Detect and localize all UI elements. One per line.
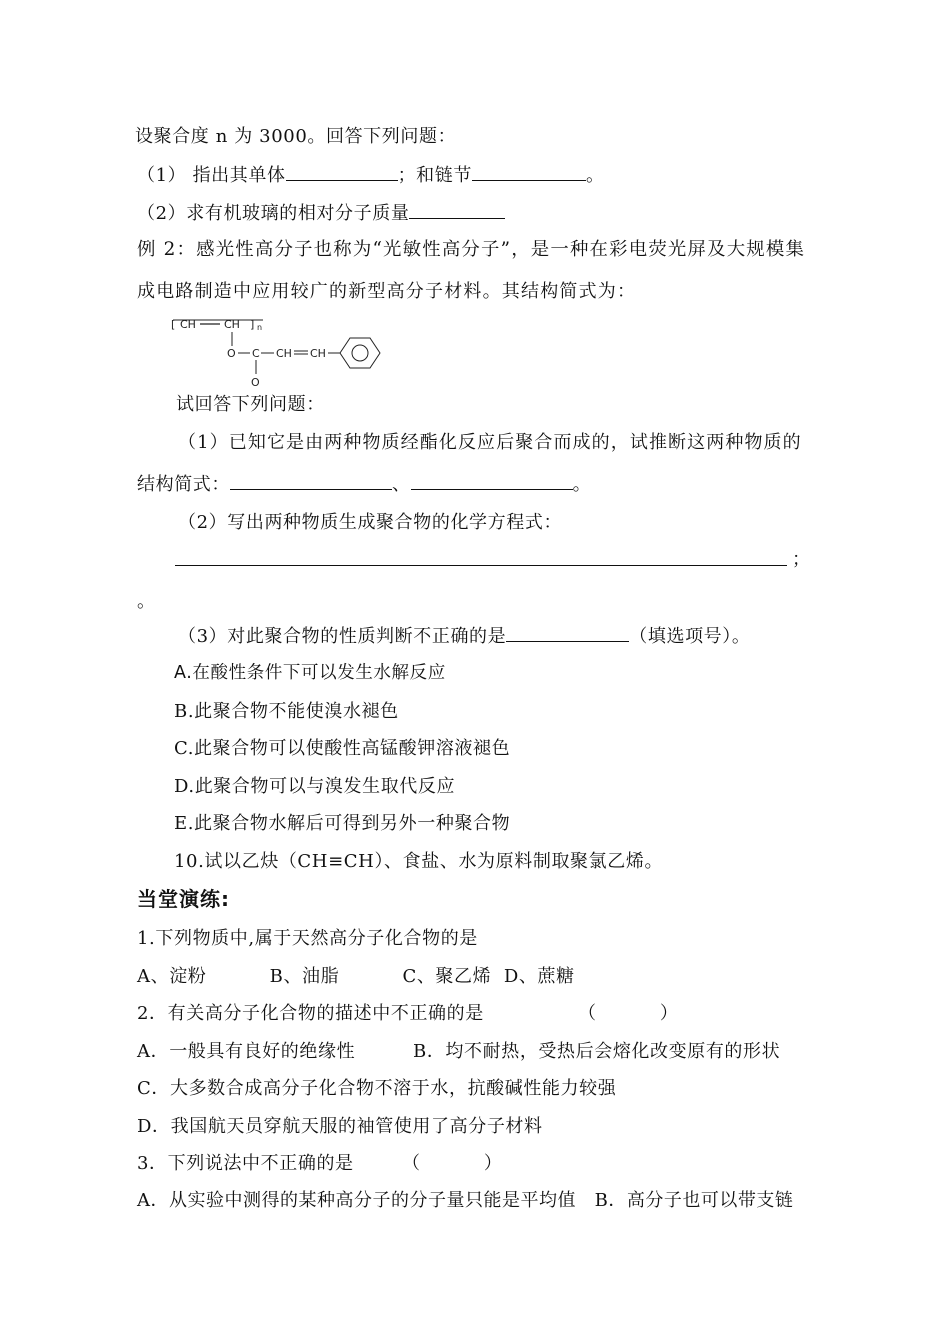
question-molecular-mass-line — [137, 201, 505, 226]
practice-q2-option-a: A．一般具有良好的绝缘性 — [137, 1041, 356, 1062]
structure-carbonyl-c: C — [252, 347, 260, 360]
practice-q3: 3．下列说法中不正确的是 — [137, 1153, 354, 1174]
structure-label: 结构简式： — [137, 474, 230, 495]
practice-q3-paren: （ ） — [402, 1153, 503, 1174]
option-b: B.此聚合物不能使溴水褪色 — [174, 701, 399, 722]
question-3-suffix: （填选项号）。 — [629, 626, 751, 647]
question-2-text: （2）写出两种物质生成聚合物的化学方程式： — [178, 512, 563, 533]
question-10: 10.试以乙炔（CH≡CH）、食盐、水为原料制取聚氯乙烯。 — [174, 851, 664, 872]
polymer-structure-diagram — [168, 308, 408, 392]
structure-ch-2: CH — [224, 318, 240, 331]
question-molecular-mass-text: （2）求有机玻璃的相对分子质量 — [137, 203, 410, 224]
faint-watermark — [535, 1000, 715, 1030]
option-a: A.在酸性条件下可以发生水解反应 — [174, 663, 446, 683]
sentence-end: 。 — [585, 165, 605, 186]
practice-q2-option-d: D．我国航天员穿航天服的袖管使用了高分子材料 — [137, 1116, 543, 1137]
option-d: D.此聚合物可以与溴发生取代反应 — [174, 776, 456, 797]
answer-blank-equation[interactable] — [175, 565, 787, 566]
sentence-end: 。 — [572, 474, 592, 495]
line-degree-of-polymerization: 设聚合度 n 为 3000。回答下列问题： — [135, 126, 457, 147]
question-1-line-1: （1）已知它是由两种物质经酯化反应后聚合而成的，试推断这两种物质的 — [178, 432, 802, 453]
structure-bracket-close: ] — [250, 318, 255, 331]
example-2-intro: 例 2：感光性高分子也称为“光敏性高分子”，是一种在彩电荧光屏及大规模集 — [137, 239, 806, 260]
structure-ch-1: CH — [180, 318, 196, 331]
question-3-text: （3）对此聚合物的性质判断不正确的是 — [178, 626, 507, 647]
structure-carbonyl-o: O — [251, 376, 260, 389]
separator: 、 — [392, 474, 411, 495]
practice-q1: 1.下列物质中,属于天然高分子化合物的是 — [137, 928, 478, 949]
question-1-line-2 — [137, 472, 591, 497]
example-2-intro-cont: 成电路制造中应用较广的新型高分子材料。其结构简式为： — [137, 281, 637, 302]
structure-ester-o: O — [227, 347, 236, 360]
structure-subscript-n: n — [257, 323, 263, 332]
section-heading: 当堂演练: — [137, 887, 230, 911]
answer-blank-option[interactable] — [506, 624, 629, 642]
structure-ch-4: CH — [310, 347, 326, 360]
question-monomer-line — [137, 163, 605, 188]
practice-q2-option-b: B．均不耐热，受热后会熔化改变原有的形状 — [413, 1041, 781, 1062]
equation-semicolon: ； — [792, 549, 811, 570]
structure-ch-3: CH — [276, 347, 292, 360]
option-c: C.此聚合物可以使酸性高锰酸钾溶液褪色 — [174, 738, 511, 759]
question-chain-link-text: ；和链节 — [397, 165, 472, 186]
answer-blank-molecular-mass[interactable] — [409, 201, 505, 219]
practice-q1-options: A、淀粉 B、油脂 C、聚乙烯 D、蔗糖 — [137, 966, 575, 987]
benzene-ring-inner-circle — [352, 345, 368, 361]
practice-q2: 2．有关高分子化合物的描述中不正确的是 — [137, 1003, 484, 1024]
question-3-line — [178, 624, 750, 649]
option-e: E.此聚合物水解后可得到另外一种聚合物 — [174, 813, 511, 834]
answer-blank-chain-link[interactable] — [472, 163, 586, 181]
answer-blank-substance-1[interactable] — [230, 472, 392, 490]
stray-period: 。 — [137, 591, 156, 612]
answer-blank-monomer[interactable] — [286, 163, 398, 181]
practice-q2-option-c: C．大多数合成高分子化合物不溶于水，抗酸碱性能力较强 — [137, 1078, 617, 1099]
practice-q2-paren: （ ） — [578, 1003, 679, 1024]
structure-bracket-open: [ — [171, 318, 176, 331]
answer-blank-substance-2[interactable] — [411, 472, 573, 490]
answer-prompt: 试回答下列问题： — [176, 394, 325, 415]
benzene-ring — [340, 338, 380, 368]
question-monomer-text: （1） 指出其单体 — [137, 165, 286, 186]
practice-q3-options: A．从实验中测得的某种高分子的分子量只能是平均值 B．高分子也可以带支链 — [137, 1190, 794, 1211]
